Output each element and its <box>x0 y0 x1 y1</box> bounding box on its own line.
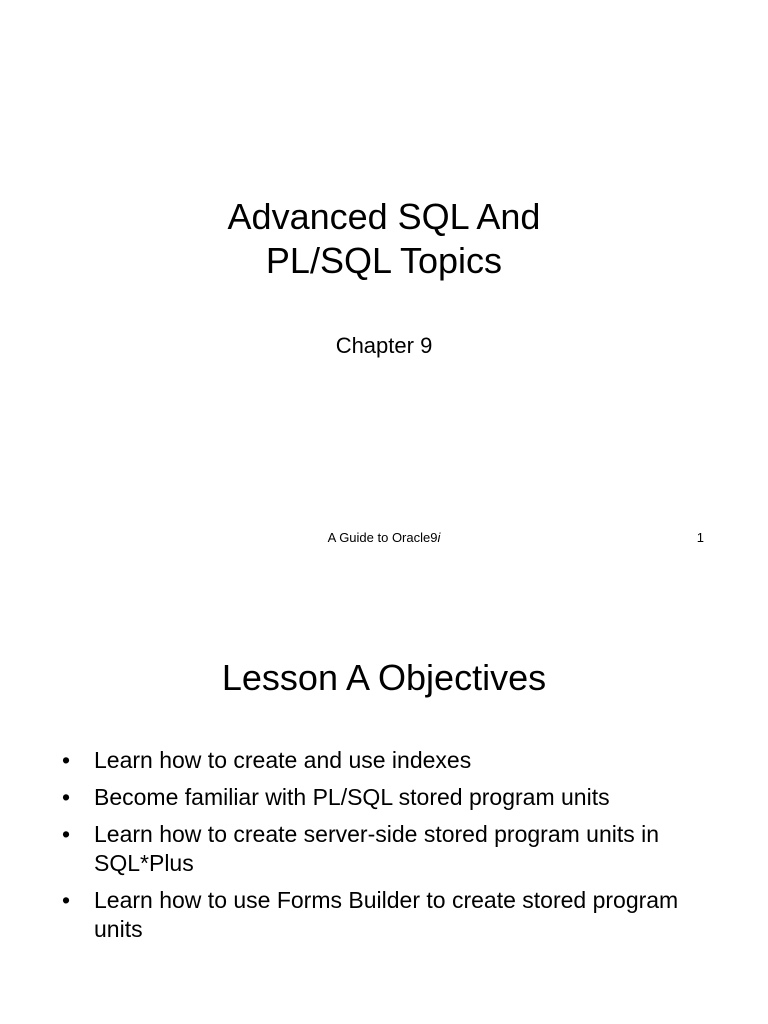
page-number: 1 <box>696 530 704 545</box>
chapter-subtitle: Chapter 9 <box>335 333 433 358</box>
bullet-marker: • <box>62 821 71 847</box>
slide-title-heading <box>0 195 768 283</box>
list-item-text: Become familiar with PL/SQL stored program units <box>94 784 610 810</box>
list-item <box>62 746 722 775</box>
bullet-marker: • <box>62 784 71 810</box>
list-item-text: Learn how to create server-side stored program units in SQL*Plus <box>94 821 660 876</box>
footer-italic: i <box>437 530 441 545</box>
footer-prefix: A Guide to Oracle9 <box>327 530 438 545</box>
slide-objectives <box>0 560 768 1024</box>
objectives-heading: Lesson A Objectives <box>221 657 547 698</box>
list-item-text: Learn how to use Forms Builder to create stored program units <box>94 887 679 942</box>
list-item <box>62 820 722 878</box>
title-line-2: PL/SQL Topics <box>265 240 503 281</box>
bullet-marker: • <box>62 887 71 913</box>
list-item <box>62 783 722 812</box>
list-item-text: Learn how to create and use indexes <box>94 747 472 773</box>
objectives-list <box>62 746 722 952</box>
list-item <box>62 886 722 944</box>
slide-footer <box>0 530 768 546</box>
title-line-1: Advanced SQL And <box>227 196 541 237</box>
bullet-marker: • <box>62 747 71 773</box>
